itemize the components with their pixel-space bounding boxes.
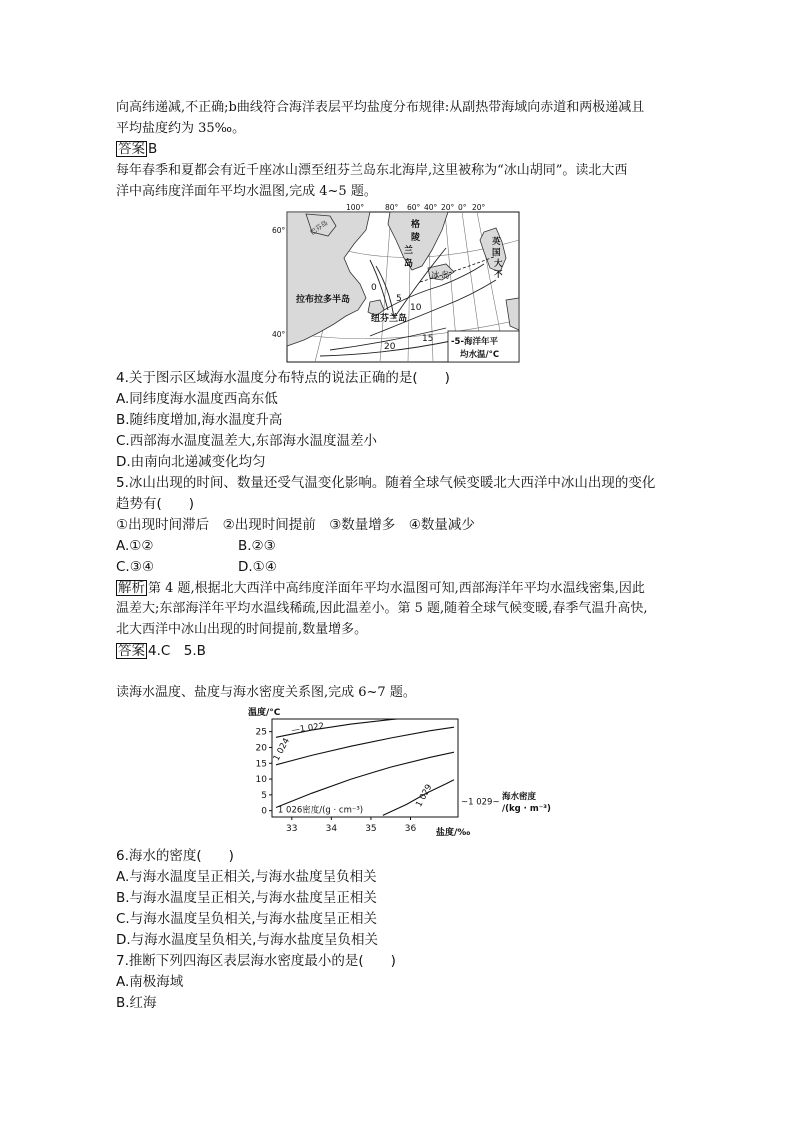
question-7-option: B.红海 bbox=[116, 995, 157, 1011]
answer-row bbox=[116, 141, 157, 157]
question-4-option: A.同纬度海水温度西高东低 bbox=[116, 391, 278, 407]
isotherm-label: 20 bbox=[384, 342, 396, 352]
answer-tag: 答案 bbox=[118, 141, 145, 157]
density-unit-label: 海水密度 bbox=[502, 792, 537, 802]
isotherm-label: 5 bbox=[396, 294, 402, 304]
place-label-iceland: 冰 bbox=[431, 271, 440, 281]
curve-label-1029-inner: 1 029 bbox=[414, 782, 435, 809]
question-4-option: D.由南向北递减变化均匀 bbox=[116, 454, 266, 470]
question-5-option: D.①④ bbox=[238, 559, 277, 575]
y-tick-label: 0 bbox=[261, 806, 267, 817]
question-intro-line: 洋中高纬度洋面年平均水温图,完成 4~5 题。 bbox=[116, 184, 377, 199]
y-axis-label: 温度/°C bbox=[248, 708, 281, 718]
lon-label: 0° bbox=[458, 203, 467, 212]
place-label-britain: 大 bbox=[494, 259, 503, 269]
x-tick-label: 35 bbox=[365, 824, 377, 834]
lat-label: 40° bbox=[272, 330, 286, 339]
density-unit-label: /(kg · m⁻³) bbox=[502, 804, 551, 814]
y-tick-label: 25 bbox=[255, 727, 267, 738]
y-tick-label: 5 bbox=[261, 790, 267, 801]
place-label-baffin: 巴芬岛 bbox=[308, 218, 330, 237]
analysis-line: 温差大;东部海洋年平均水温线稀疏,因此温差小。第 5 题,随着全球气候变暖,春季气温升高快, bbox=[116, 601, 648, 616]
question-intro-line: 读海水温度、盐度与海水密度关系图,完成 6~7 题。 bbox=[116, 685, 416, 700]
place-label-greenland: 格 bbox=[411, 220, 421, 230]
lat-label: 60° bbox=[272, 226, 286, 235]
question-5-choices: ①出现时间滞后 ②出现时间提前 ③数量增多 ④数量减少 bbox=[116, 517, 475, 533]
question-7-stem: 7.推断下列四海区表层海水密度最小的是( ) bbox=[116, 953, 396, 969]
question-4-stem: 4.关于图示区域海水温度分布特点的说法正确的是( ) bbox=[116, 370, 450, 386]
y-tick-label: 10 bbox=[255, 775, 267, 786]
question-4-option: C.西部海水温度温差大,东部海水温度温差小 bbox=[116, 433, 378, 449]
curve-label-1029-outer: ~1 029~ bbox=[461, 797, 500, 808]
place-label-greenland: 岛 bbox=[404, 259, 414, 269]
answer-tag: 答案 bbox=[118, 643, 145, 659]
y-tick-label: 20 bbox=[255, 743, 267, 754]
x-tick-label: 36 bbox=[404, 824, 417, 834]
analysis-line: 北大西洋中冰山出现的时间提前,数量增多。 bbox=[116, 622, 368, 637]
analysis-text: 第 4 题,根据北大西洋中高纬度洋面年平均水温图可知,西部海洋年平均水温线密集,因此 bbox=[148, 581, 645, 596]
place-label-newfoundland: 纽芬兰岛 bbox=[371, 314, 408, 324]
legend-text: -5-海洋年平 bbox=[451, 337, 498, 347]
x-tick-label: 34 bbox=[325, 824, 338, 834]
question-6-option: A.与海水温度呈正相关,与海水盐度呈负相关 bbox=[116, 869, 377, 885]
place-label-britain: 不 bbox=[494, 270, 503, 280]
lon-label: 80° bbox=[385, 203, 399, 212]
question-6-option: C.与海水温度呈负相关,与海水盐度呈正相关 bbox=[116, 911, 378, 927]
question-intro-line: 每年春季和夏都会有近千座冰山漂至纽芬兰岛东北海岸,这里被称为“冰山胡同”。读北大西 bbox=[116, 163, 628, 178]
question-5-stem: 趋势有( ) bbox=[116, 496, 195, 512]
density-chart bbox=[240, 703, 560, 843]
curve-label-1022: —1 022 bbox=[290, 721, 325, 736]
analysis-tag: 解析 bbox=[118, 580, 145, 596]
place-label-greenland: 陵 bbox=[411, 233, 421, 243]
y-tick-label: 15 bbox=[255, 759, 267, 770]
place-label-britain: 国 bbox=[492, 248, 501, 258]
question-5-option: C.③④ bbox=[116, 559, 154, 575]
curve-label-1026: 1 026密度/(g · cm⁻³) bbox=[277, 805, 364, 816]
place-label-iceland: 岛 bbox=[441, 271, 450, 281]
intro-line: 平均盐度约为 35‰。 bbox=[116, 121, 246, 136]
isotherm-map bbox=[270, 200, 524, 366]
isotherm-label: 15 bbox=[422, 334, 434, 344]
x-axis-label: 盐度/‰ bbox=[436, 828, 471, 838]
curve-label-1024: 1 024 bbox=[271, 736, 293, 763]
answer-value: B bbox=[148, 141, 158, 157]
isotherm-label: 10 bbox=[410, 303, 422, 313]
place-label-labrador: 拉布拉多半岛 bbox=[296, 295, 351, 305]
question-5-stem: 5.冰山出现的时间、数量还受气温变化影响。随着全球气候变暖北大西洋中冰山出现的变化 bbox=[116, 475, 656, 491]
question-6-stem: 6.海水的密度( ) bbox=[116, 848, 234, 864]
isotherm-label: 0 bbox=[371, 283, 377, 293]
lon-label: 40° bbox=[424, 203, 438, 212]
x-tick-label: 33 bbox=[286, 824, 298, 834]
answer-row bbox=[116, 643, 206, 659]
lon-label: 20° bbox=[441, 203, 455, 212]
question-7-option: A.南极海域 bbox=[116, 974, 184, 990]
question-5-option: B.②③ bbox=[238, 538, 276, 554]
lon-label: 20° bbox=[472, 203, 486, 212]
place-label-greenland: 兰 bbox=[404, 246, 414, 256]
question-5-option: A.①② bbox=[116, 538, 154, 554]
lon-label: 60° bbox=[407, 203, 421, 212]
analysis-line bbox=[116, 580, 645, 597]
question-6-option: D.与海水温度呈负相关,与海水盐度呈负相关 bbox=[116, 932, 378, 948]
intro-line: 向高纬递减,不正确;b曲线符合海洋表层平均盐度分布规律:从副热带海域向赤道和两极递减且 bbox=[116, 100, 645, 115]
place-label-britain: 英 bbox=[492, 237, 501, 247]
answer-value: 4.C 5.B bbox=[148, 643, 206, 659]
question-6-option: B.与海水温度呈正相关,与海水盐度呈正相关 bbox=[116, 890, 377, 906]
question-4-option: B.随纬度增加,海水温度升高 bbox=[116, 412, 283, 428]
legend-text: 均水温/°C bbox=[460, 350, 500, 360]
lon-label: 100° bbox=[346, 203, 365, 212]
